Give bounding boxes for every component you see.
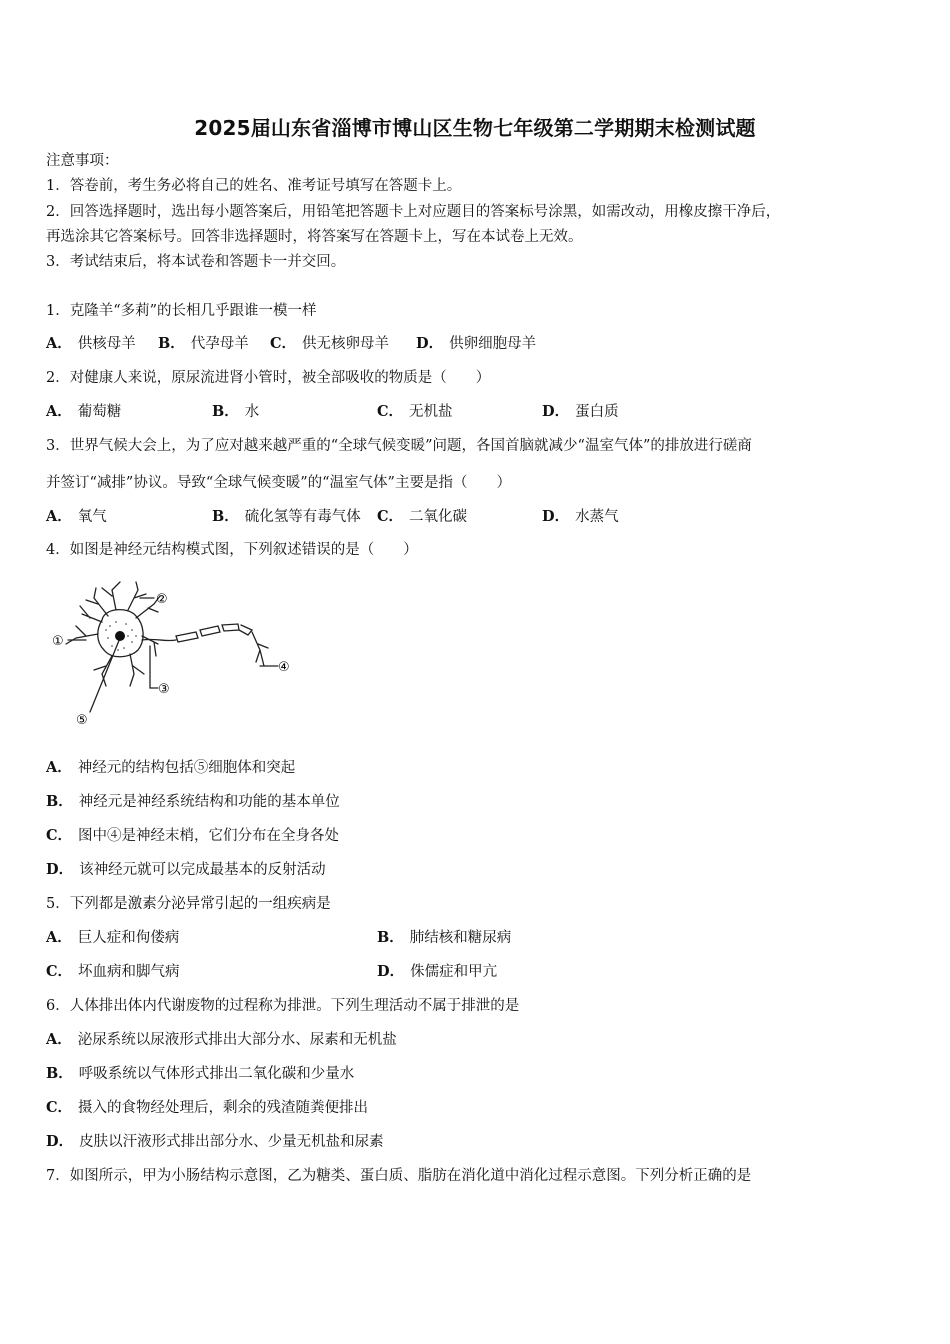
- question-7-stem: 7．如图所示，甲为小肠结构示意图，乙为糖类、蛋白质、脂肪在消化道中消化过程示意图。下列分析正确的是: [46, 1168, 752, 1184]
- option-text: 水: [244, 404, 260, 420]
- option-label: A．: [46, 335, 72, 352]
- q3-option-b[interactable]: [212, 507, 361, 527]
- q3-option-d[interactable]: [542, 507, 619, 527]
- option-label: D．: [416, 335, 444, 352]
- option-text: 供无核卵母羊: [302, 336, 390, 352]
- option-label: A．: [46, 403, 72, 420]
- q5-option-b[interactable]: [377, 928, 511, 948]
- option-text: 图中④是神经末梢，它们分布在全身各处: [78, 828, 340, 844]
- option-label: B．: [46, 793, 73, 810]
- option-label: C．: [377, 403, 404, 420]
- figure-label-4: ④: [278, 660, 290, 675]
- option-label: B．: [46, 1065, 73, 1082]
- neuron-diagram: [46, 578, 296, 728]
- notice-item: 3．考试结束后，将本试卷和答题卡一并交回。: [46, 254, 346, 270]
- option-label: D．: [542, 403, 570, 420]
- question-3-stem: 3．世界气候大会上，为了应对越来越严重的“全球气候变暖”问题，各国首脑就减少“温室气体”的排放进行磋商: [46, 438, 752, 454]
- question-5-stem: 5．下列都是激素分泌异常引起的一组疾病是: [46, 896, 331, 912]
- option-text: 供核母羊: [77, 336, 136, 352]
- q5-option-c[interactable]: [46, 962, 180, 982]
- figure-label-2: ②: [156, 592, 168, 607]
- q3-option-c[interactable]: [377, 507, 467, 527]
- option-text: 神经元是神经系统结构和功能的基本单位: [78, 794, 340, 810]
- option-text: 葡萄糖: [77, 404, 122, 420]
- option-text: 侏儒症和甲亢: [410, 964, 498, 980]
- option-label: C．: [46, 827, 73, 844]
- notice-heading: 注意事项：: [46, 153, 119, 169]
- notice-item: 1．答卷前，考生务必将自己的姓名、准考证号填写在答题卡上。: [46, 178, 462, 194]
- q6-option-c[interactable]: [46, 1098, 368, 1118]
- figure-label-5: ⑤: [76, 713, 88, 728]
- option-label: D．: [46, 861, 74, 878]
- figure-label-1: ①: [52, 634, 64, 649]
- q1-option-c[interactable]: [270, 334, 389, 354]
- neuron-drawing: [66, 582, 278, 712]
- option-label: D．: [377, 963, 405, 980]
- option-text: 巨人症和佝偻病: [77, 930, 180, 946]
- option-text: 供卵细胞母羊: [449, 336, 537, 352]
- q4-option-c[interactable]: [46, 826, 339, 846]
- q2-option-c[interactable]: [377, 402, 453, 422]
- q4-option-b[interactable]: [46, 792, 340, 812]
- q4-option-d[interactable]: [46, 860, 326, 880]
- option-label: A．: [46, 929, 72, 946]
- option-text: 氧气: [77, 509, 107, 525]
- option-label: A．: [46, 508, 72, 525]
- option-text: 代孕母羊: [190, 336, 249, 352]
- option-label: C．: [46, 1099, 73, 1116]
- question-6-stem: 6．人体排出体内代谢废物的过程称为排泄。下列生理活动不属于排泄的是: [46, 998, 520, 1014]
- q2-option-a[interactable]: [46, 402, 121, 422]
- question-3-stem-cont: 并签订“减排”协议。导致“全球气候变暖”的“温室气体”主要是指（ ）: [46, 475, 511, 491]
- q2-option-d[interactable]: [542, 402, 619, 422]
- option-label: B．: [212, 508, 239, 525]
- option-text: 硫化氢等有毒气体: [244, 509, 361, 525]
- option-label: B．: [212, 403, 239, 420]
- option-label: D．: [542, 508, 570, 525]
- notice-item: 2．回答选择题时，选出每小题答案后，用铅笔把答题卡上对应题目的答案标号涂黑，如需改动，用橡皮擦干净后，: [46, 204, 781, 220]
- question-2-stem: 2．对健康人来说，原尿流进肾小管时，被全部吸收的物质是（ ）: [46, 370, 491, 386]
- option-text: 蛋白质: [575, 404, 619, 420]
- q5-option-d[interactable]: [377, 962, 497, 982]
- option-label: B．: [158, 335, 185, 352]
- nucleus-dot: [115, 631, 125, 641]
- q1-option-b[interactable]: [158, 334, 249, 354]
- option-text: 二氧化碳: [409, 509, 468, 525]
- option-text: 泌尿系统以尿液形式排出大部分水、尿素和无机盐: [77, 1032, 397, 1048]
- q1-option-d[interactable]: [416, 334, 536, 354]
- option-text: 摄入的食物经处理后，剩余的残渣随粪便排出: [78, 1100, 369, 1116]
- option-text: 呼吸系统以气体形式排出二氧化碳和少量水: [78, 1066, 355, 1082]
- option-label: C．: [46, 963, 73, 980]
- option-text: 皮肤以汗液形式排出部分水、少量无机盐和尿素: [79, 1134, 384, 1150]
- q6-option-b[interactable]: [46, 1064, 354, 1084]
- q5-option-a[interactable]: [46, 928, 179, 948]
- figure-label-3: ③: [158, 682, 170, 697]
- question-1-stem: 1．克隆羊“多莉”的长相几乎跟谁一模一样: [46, 303, 317, 319]
- option-label: A．: [46, 759, 72, 776]
- q6-option-a[interactable]: [46, 1030, 397, 1050]
- q4-option-a[interactable]: [46, 758, 295, 778]
- page-title: 2025届山东省淄博市博山区生物七年级第二学期期末检测试题: [194, 116, 756, 140]
- q2-option-b[interactable]: [212, 402, 259, 422]
- option-text: 水蒸气: [575, 509, 619, 525]
- option-text: 该神经元就可以完成最基本的反射活动: [79, 862, 326, 878]
- option-label: D．: [46, 1133, 74, 1150]
- notice-item: 再选涂其它答案标号。回答非选择题时，将答案写在答题卡上，写在本试卷上无效。: [46, 229, 583, 245]
- option-label: B．: [377, 929, 404, 946]
- option-text: 坏血病和脚气病: [78, 964, 180, 980]
- option-label: C．: [377, 508, 404, 525]
- question-4-stem: 4．如图是神经元结构模式图，下列叙述错误的是（ ）: [46, 542, 418, 558]
- option-text: 肺结核和糖尿病: [409, 930, 512, 946]
- option-text: 神经元的结构包括⑤细胞体和突起: [77, 760, 296, 776]
- option-label: C．: [270, 335, 297, 352]
- q3-option-a[interactable]: [46, 507, 107, 527]
- q6-option-d[interactable]: [46, 1132, 384, 1152]
- q1-option-a[interactable]: [46, 334, 136, 354]
- option-label: A．: [46, 1031, 72, 1048]
- option-text: 无机盐: [409, 404, 453, 420]
